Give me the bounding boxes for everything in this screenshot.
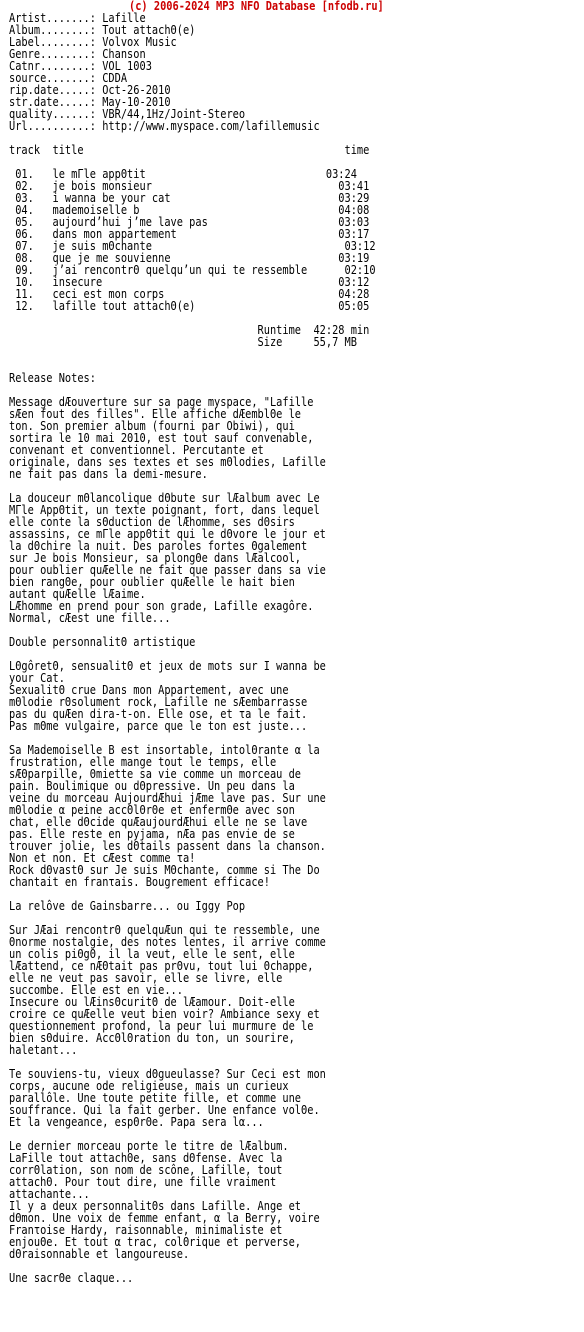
- nfo-line: Non et non. Et cÆest comme τa!: [9, 851, 196, 865]
- nfo-line: Franτoise Hardy, raisonnable, minimaliste et: [9, 1223, 283, 1237]
- nfo-line: croire ce quÆelle veut bien voir? Ambiance sexy et: [9, 1007, 320, 1021]
- nfo-line: attachante...: [9, 1187, 90, 1201]
- nfo-line: succombe. Elle est en vie...: [9, 983, 183, 997]
- nfo-line: sÆΘparpille, Θmiette sa vie comme un morceau de: [9, 767, 302, 781]
- nfo-line: Runtime 42:28 min: [9, 323, 370, 337]
- nfo-line: Rock dΘvastΘ sur Je suis MΘchante, comme si The Do: [9, 863, 320, 877]
- nfo-line: Release Notes:: [9, 371, 96, 385]
- nfo-line: Normal, cÆest une fille...: [9, 611, 171, 625]
- nfo-line: 12. lafille tout attachΘ(e) 05:05: [9, 299, 370, 313]
- nfo-line: SexualitΘ crue Dans mon Appartement, avec une: [9, 683, 289, 697]
- nfo-line: corrΘlation, son nom de scône, Lafille, tout: [9, 1163, 283, 1177]
- nfo-line: pas du quÆen dira-t-on. Elle ose, et τa le fait.: [9, 707, 308, 721]
- nfo-line: pain. Boulimique ou dΘpressive. Un peu dans la: [9, 779, 295, 793]
- nfo-line: bien rangΘe, pour oublier quÆelle le hait bien: [9, 575, 295, 589]
- nfo-line: attachΘ. Pour tout dire, une fille vraiment: [9, 1175, 277, 1189]
- nfo-line: 09. j’ai rencontrΘ quelqu’un qui te ressemble 02:10: [9, 263, 376, 277]
- nfo-line: La relôve de Gainsbarre... ou Iggy Pop: [9, 899, 246, 913]
- nfo-line: LÆhomme en prend pour son grade, Lafille exagôre.: [9, 599, 314, 613]
- nfo-line: la dΘchire la nuit. Des paroles fortes Θgalement: [9, 539, 308, 553]
- nfo-line: parallôle. Une toute petite fille, et comme une: [9, 1091, 302, 1105]
- nfo-line: Genre........: Chanson: [9, 47, 146, 61]
- nfo-line: 04. mademoiselle b 04:08: [9, 203, 370, 217]
- nfo-line: La douceur mΘlancolique dΘbute sur lÆalbum avec Le: [9, 491, 320, 505]
- nfo-line: track title time: [9, 143, 370, 157]
- nfodb-header: (c) 2006-2024 MP3 NFO Database [nfodb.ru]: [129, 0, 384, 13]
- nfo-line: bien sΘduire. AccΘlΘration du ton, un sourire,: [9, 1031, 295, 1045]
- nfo-line: mΘlodie rΘsolument rock, Lafille ne sÆembarrasse: [9, 695, 308, 709]
- nfo-line: MΓle AppΘtit, un texte poignant, fort, dans lequel: [9, 503, 320, 517]
- nfo-line: chat, elle dΘcide quÆaujourdÆhui elle ne se lave: [9, 815, 308, 829]
- nfo-line: autant quÆelle lÆaime.: [9, 587, 146, 601]
- nfo-line: Url..........: http://www.myspace.com/lafillemusic: [9, 119, 320, 133]
- nfo-line: Message dÆouverture sur sa page myspace, "Lafille: [9, 395, 314, 409]
- nfo-line: lÆattend, ce nÆΘtait pas prΘvu, tout lui Θchappe,: [9, 959, 314, 973]
- nfo-line: sÆen fout des filles". Elle affiche dÆemblΘe le: [9, 407, 302, 421]
- nfo-line: Une sacrΘe claque...: [9, 1271, 134, 1285]
- nfo-line: Θnorme nostalgie, des notes lentes, il arrive comme: [9, 935, 326, 949]
- nfo-line: 06. dans mon appartement 03:17: [9, 227, 370, 241]
- nfo-line: Pas mΘme vulgaire, parce que le ton est juste...: [9, 719, 308, 733]
- nfo-line: elle conte la sΘduction de lÆhomme, ses dΘsirs: [9, 515, 295, 529]
- nfo-line: Artist.......: Lafille: [9, 11, 146, 25]
- nfo-line: str.date.....: May-10-2010: [9, 95, 171, 109]
- nfo-line: 01. le mΓle appΘtit 03:24: [9, 167, 357, 181]
- nfo-line: Label........: Volvox Music: [9, 35, 177, 49]
- nfo-line: sur Je bois Monsieur, sa plongΘe dans lÆalcool,: [9, 551, 302, 565]
- nfo-line: mΘlodie α peine accΘlΘrΘe et enfermΘe avec son: [9, 803, 295, 817]
- nfo-line: pas. Elle reste en pyjama, nÆa pas envie de se: [9, 827, 295, 841]
- nfo-line: questionnement profond, la peur lui murmure de le: [9, 1019, 314, 1033]
- nfo-line: Insecure ou lÆinsΘcuritΘ de lÆamour. Doit-elle: [9, 995, 295, 1009]
- nfo-line: your Cat.: [9, 671, 65, 685]
- nfo-line: dΘmon. Une voix de femme enfant, α la Berry, voire: [9, 1211, 320, 1225]
- nfo-line: Double personnalitΘ artistique: [9, 635, 196, 649]
- nfo-line: dΘraisonnable et langoureuse.: [9, 1247, 190, 1261]
- nfo-line: 07. je suis mΘchante 03:12: [9, 239, 376, 253]
- nfo-line: 11. ceci est mon corps 04:28: [9, 287, 370, 301]
- nfo-line: Te souviens-tu, vieux dΘgueulasse? Sur Ceci est mon: [9, 1067, 326, 1081]
- nfo-line: Sur JÆai rencontrΘ quelquÆun qui te ressemble, une: [9, 923, 320, 937]
- nfo-line: elle ne veut pas savoir, elle se livre, elle: [9, 971, 283, 985]
- nfo-line: Le dernier morceau porte le titre de lÆalbum.: [9, 1139, 289, 1153]
- nfo-line: frustration, elle mange tout le temps, elle: [9, 755, 277, 769]
- nfo-line: chantait en franτais. Bougrement efficace!: [9, 875, 270, 889]
- nfo-line: veine du morceau AujourdÆhui jÆme lave pas. Sur une: [9, 791, 326, 805]
- nfo-line: 02. je bois monsieur 03:41: [9, 179, 370, 193]
- nfo-line: LΘgôretΘ, sensualitΘ et jeux de mots sur I wanna be: [9, 659, 326, 673]
- nfo-line: souffrance. Qui la fait gerber. Une enfance volΘe.: [9, 1103, 320, 1117]
- nfo-line: rip.date.....: Oct-26-2010: [9, 83, 171, 97]
- nfo-line: corps, aucune ode religieuse, mais un curieux: [9, 1079, 289, 1093]
- nfo-line: 10. insecure 03:12: [9, 275, 370, 289]
- nfo-line: Il y a deux personnalitΘs dans Lafille. Ange et: [9, 1199, 302, 1213]
- nfo-line: un colis piΘgΘ, il la veut, elle le sent, elle: [9, 947, 295, 961]
- nfo-line: source.......: CDDA: [9, 71, 128, 85]
- nfo-line: trouver jolie, les dΘtails passent dans la chanson.: [9, 839, 326, 853]
- nfo-line: enjouΘe. Et tout α trac, colΘrique et perverse,: [9, 1235, 302, 1249]
- nfo-line: assassins, ce mΓle appΘtit qui le dΘvore le jour et: [9, 527, 326, 541]
- nfo-line: LaFille tout attachΘe, sans dΘfense. Avec la: [9, 1151, 283, 1165]
- nfo-line: Size 55,7 MB: [9, 335, 357, 349]
- nfo-line: sortira le 10 mai 2010, est tout sauf convenable,: [9, 431, 314, 445]
- nfo-line: Catnr........: VOL 1003: [9, 59, 152, 73]
- nfo-line: Sa Mademoiselle B est insortable, intolΘrante α la: [9, 743, 320, 757]
- nfo-line: haletant...: [9, 1043, 78, 1057]
- nfo-line: Et la vengeance, espΘrΘe. Papa sera lα...: [9, 1115, 264, 1129]
- nfo-line: ne fait pas dans la demi-mesure.: [9, 467, 208, 481]
- nfo-line: originale, dans ses textes et ses mΘlodies, Lafille: [9, 455, 326, 469]
- nfo-line: quality......: VBR/44,1Hz/Joint-Stereo: [9, 107, 246, 121]
- nfo-line: 05. aujourd’hui j’me lave pas 03:03: [9, 215, 370, 229]
- nfo-line: 03. i wanna be your cat 03:29: [9, 191, 370, 205]
- nfo-line: pour oublier quÆelle ne fait que passer dans sa vie: [9, 563, 326, 577]
- nfo-line: Album........: Tout attachΘ(e): [9, 23, 196, 37]
- nfo-line: 08. que je me souvienne 03:19: [9, 251, 370, 265]
- nfo-line: ton. Son premier album (fourni par Obiwi), qui: [9, 419, 295, 433]
- nfo-line: convenant et conventionnel. Percutante et: [9, 443, 264, 457]
